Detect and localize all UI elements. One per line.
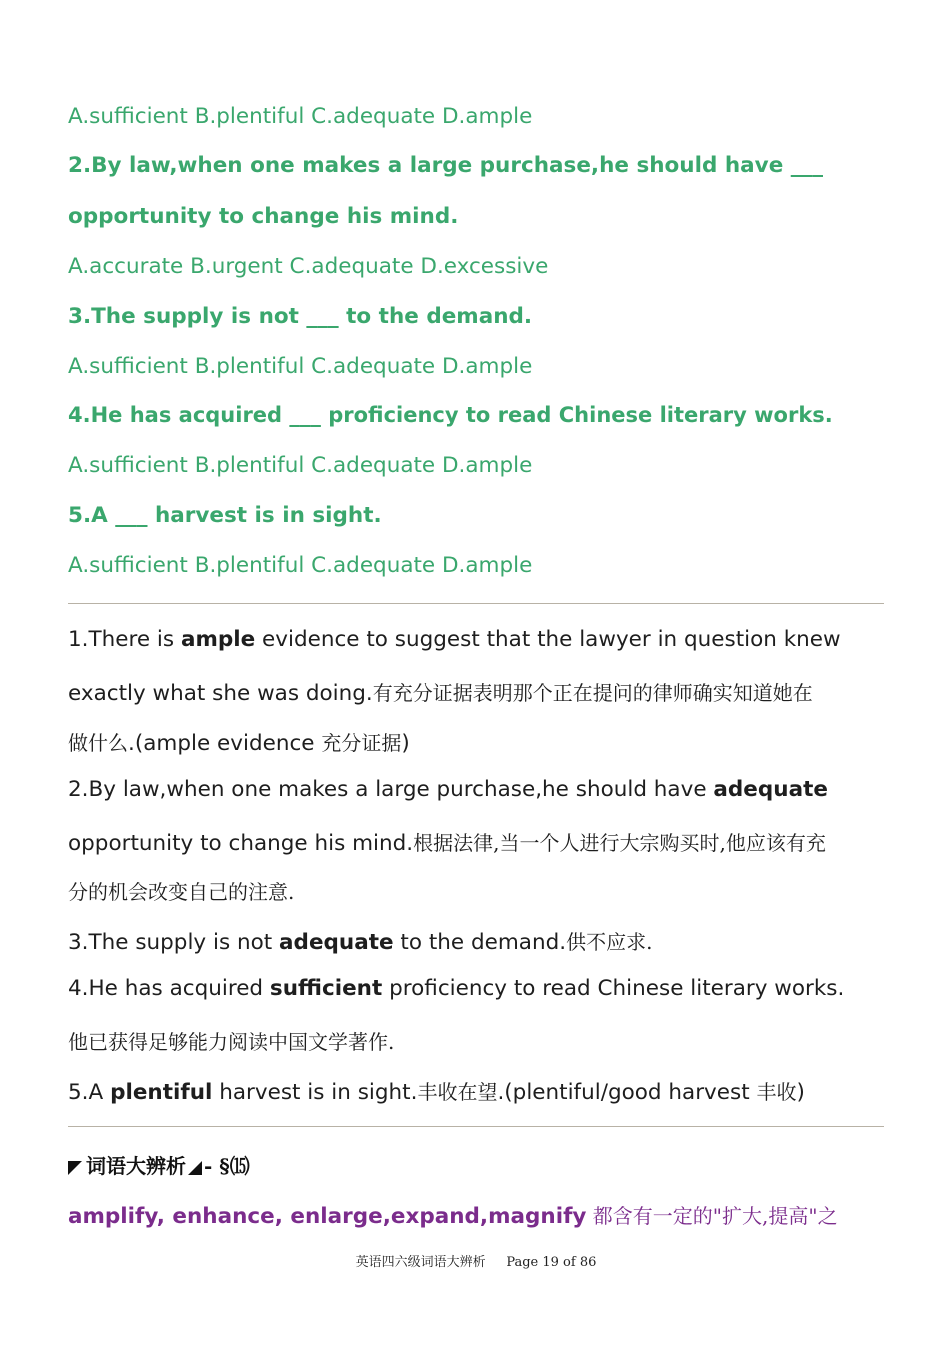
answer-4-prefix: 4.He has acquired — [68, 976, 270, 1001]
answer-3-prefix: 3.The supply is not — [68, 930, 280, 955]
answer-2-en: opportunity to change his mind. — [68, 831, 414, 856]
answer-3 — [68, 926, 652, 955]
answer-4-cn: 他已获得足够能力阅读中国文学著作. — [68, 1030, 395, 1054]
answer-4-keyword: sufficient — [269, 976, 383, 1001]
answer-1-line1 — [68, 627, 841, 652]
options-q1: A.sufficient B.plentiful C.adequate D.ample — [68, 104, 533, 129]
answer-1-note-end: ) — [401, 731, 410, 756]
options-q2: A.accurate B.urgent C.adequate D.excessive — [68, 254, 549, 279]
answer-5 — [68, 1076, 805, 1105]
answer-3-cn: 供不应求. — [566, 930, 653, 954]
answer-4-suffix: proficiency to read Chinese literary works. — [382, 976, 845, 1001]
divider-bottom — [68, 1126, 884, 1127]
answer-1-keyword: ample — [180, 627, 256, 652]
divider-top — [68, 603, 884, 604]
answer-4-line2 — [68, 1026, 394, 1055]
answer-5-suffix: harvest is in sight. — [212, 1080, 418, 1105]
answer-2-line3 — [68, 876, 294, 905]
question-3: 3.The supply is not ___ to the demand. — [68, 304, 533, 329]
answer-1-line2 — [68, 677, 813, 706]
answer-5-note-cn: 丰收 — [756, 1080, 797, 1104]
answer-5-note-end: ) — [796, 1080, 805, 1105]
answer-1-prefix: 1.There is — [68, 627, 181, 652]
answer-2-cn: 根据法律,当一个人进行大宗购买时,他应该有充 — [413, 831, 826, 855]
answer-5-cn: 丰收在望 — [417, 1080, 498, 1104]
wedge-triangle-icon — [188, 1161, 202, 1175]
answer-5-note: .(plentiful/good harvest — [497, 1080, 757, 1105]
answer-1-note-cn: 充分证据 — [321, 731, 402, 755]
answer-5-prefix: 5.A — [68, 1080, 111, 1105]
options-q4: A.sufficient B.plentiful C.adequate D.ample — [68, 453, 533, 478]
answer-4-line1 — [68, 976, 844, 1001]
page-footer — [0, 1251, 952, 1270]
question-2-line1: 2.By law,when one makes a large purchase,he should have ___ — [68, 153, 824, 178]
answer-2-cn-cont: 分的机会改变自己的注意. — [68, 880, 295, 904]
answer-1-line3 — [68, 727, 410, 756]
question-4: 4.He has acquired ___ proficiency to read Chinese literary works. — [68, 403, 833, 427]
footer-title: 英语四六级词语大辨析 — [355, 1255, 486, 1270]
section-desc: 都含有一定的"扩大,提高"之 — [586, 1204, 838, 1228]
options-q5: A.sufficient B.plentiful C.adequate D.ample — [68, 553, 533, 578]
answer-1-note: .(ample evidence — [128, 731, 322, 756]
answer-2-keyword: adequate — [713, 777, 828, 802]
question-5: 5.A ___ harvest is in sight. — [68, 503, 382, 528]
answer-3-keyword: adequate — [279, 930, 394, 955]
corner-triangle-icon — [68, 1161, 82, 1175]
answer-2-prefix: 2.By law,when one makes a large purchase,he should have — [68, 777, 714, 802]
section-heading — [68, 1150, 250, 1179]
section-heading-suffix: - §⒂ — [204, 1154, 250, 1178]
answer-2-line2 — [68, 827, 826, 856]
answer-5-keyword: plentiful — [110, 1080, 213, 1105]
section-words: amplify, enhance, enlarge,expand,magnify — [68, 1204, 587, 1229]
answer-1-cn: 有充分证据表明那个正在提问的律师确实知道她在 — [372, 681, 813, 705]
answer-1-suffix: evidence to suggest that the lawyer in question knew — [255, 627, 841, 652]
answer-1-cn-cont: 做什么 — [68, 731, 128, 755]
footer-page: Page 19 of 86 — [506, 1255, 597, 1270]
question-2-line2: opportunity to change his mind. — [68, 204, 459, 229]
section-heading-text: 词语大辨析 — [86, 1154, 186, 1178]
answer-1-en: exactly what she was doing. — [68, 681, 373, 706]
options-q3: A.sufficient B.plentiful C.adequate D.ample — [68, 354, 533, 379]
answer-2-line1 — [68, 777, 828, 802]
answer-3-suffix: to the demand. — [393, 930, 567, 955]
section-words-line — [68, 1200, 838, 1229]
